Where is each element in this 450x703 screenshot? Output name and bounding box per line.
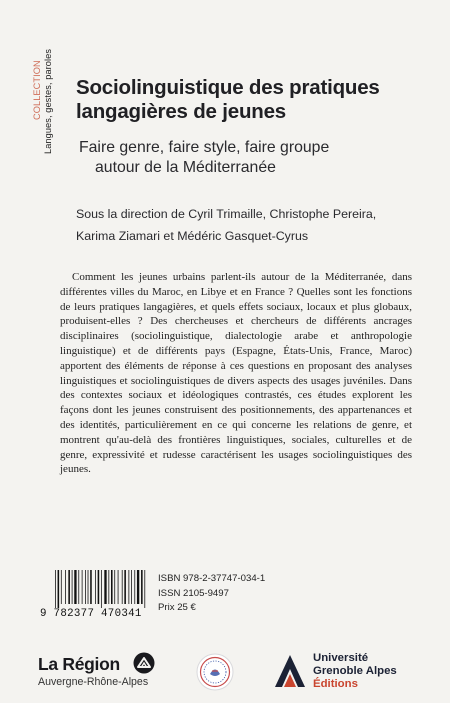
price: Prix 25 € [158,602,196,613]
isbn: ISBN 978-2-37747-034-1 [158,573,266,584]
collection-label: COLLECTION [32,60,42,120]
barcode-bar [144,570,145,608]
subtitle-line-1: Faire genre, faire style, faire groupe [79,139,330,156]
barcode-bar [58,570,60,608]
barcode-bars-icon [54,570,148,608]
barcode [40,570,148,618]
book-title [76,76,416,124]
book-subtitle [79,138,409,177]
barcode-bar [82,570,83,604]
barcode-bar [55,570,56,608]
collection-name: Langues, gestes, paroles [43,48,53,154]
barcode-bar [141,570,143,604]
barcode-bar [65,570,66,604]
barcode-bar [61,570,62,604]
publisher-logo-icon [274,653,306,689]
barcode-bar [111,570,113,604]
region-logo [38,654,148,688]
barcode-bar [95,570,96,604]
subtitle-line-2: autour de la Méditerranée [95,158,276,176]
barcode-digits: 9 782377 470341 [40,608,142,620]
title-line-1: Sociolinguistique des pratiques [76,76,380,99]
barcode-bar [124,570,126,604]
isbn-block [158,572,265,616]
barcode-bar [98,570,100,604]
barcode-bar [85,570,86,604]
barcode-bar [101,570,102,608]
region-mark-icon [133,652,155,674]
barcode-bar [118,570,119,604]
barcode-bar [68,570,70,604]
collection-strip [30,40,62,160]
barcode-bar [114,570,115,604]
barcode-bar [74,570,76,604]
title-line-2: langagières de jeunes [76,100,286,123]
editors-line-1: Sous la direction de Cyril Trimaille, Christophe Pereira, [76,207,377,221]
barcode-bar [104,570,106,604]
region-subtitle: Auvergne-Rhône-Alpes [38,676,149,688]
summary-paragraph: Comment les jeunes urbains parlent-ils autour de la Méditerranée, dans différentes villes du Maroc, en Libye et en France ? Quelles sont les fonctions de leurs pratiques langagières, et quels effets sociaux, locaux et plus globaux, produisent-elles ? Des chercheuses et chercheurs de différents ancrages disciplinaires (sociolinguistique, dialectologie arabe et anthropologie linguistique) et de différents pays (Espagne, États-Unis, France, Maroc) apportent des éléments de réponse à ces questions en proposant des analyses linguistiques et sociolinguistiques de divers aspects des usages juvéniles. Dans des contextes sociaux et idéologiques contrastés, ces études explorent les façons dont les jeunes construisent des positionnements, des appartenances et des identités, particulièrement en ce qui concerne les relations de genre, et montrent qu'au-delà des frontières linguistiques, sociales, culturelles et de genre, expressivité et rudesse caractérisent les usages sociolinguistiques des jeunes. [60,271,412,476]
barcode-bar [134,570,135,604]
issn: ISSN 2105-9497 [158,587,229,599]
publisher-line-1: Université [313,652,369,664]
barcode-bar [137,570,139,604]
barcode-bar [131,570,132,604]
barcode-bar [122,570,123,604]
republic-seal-icon [196,653,234,691]
publisher-line-3: Éditions [313,678,358,690]
publisher-line-2: Grenoble Alpes [313,665,397,677]
barcode-bar [90,570,92,604]
barcode-bar [88,570,89,604]
editors [76,203,426,247]
region-name: La Région [38,654,120,674]
barcode-bar [108,570,109,604]
barcode-bar [78,570,79,604]
publisher-name [313,652,397,691]
editors-line-2: Karima Ziamari et Médéric Gasquet-Cyrus [76,229,309,243]
barcode-bar [128,570,129,604]
barcode-bar [72,570,73,604]
